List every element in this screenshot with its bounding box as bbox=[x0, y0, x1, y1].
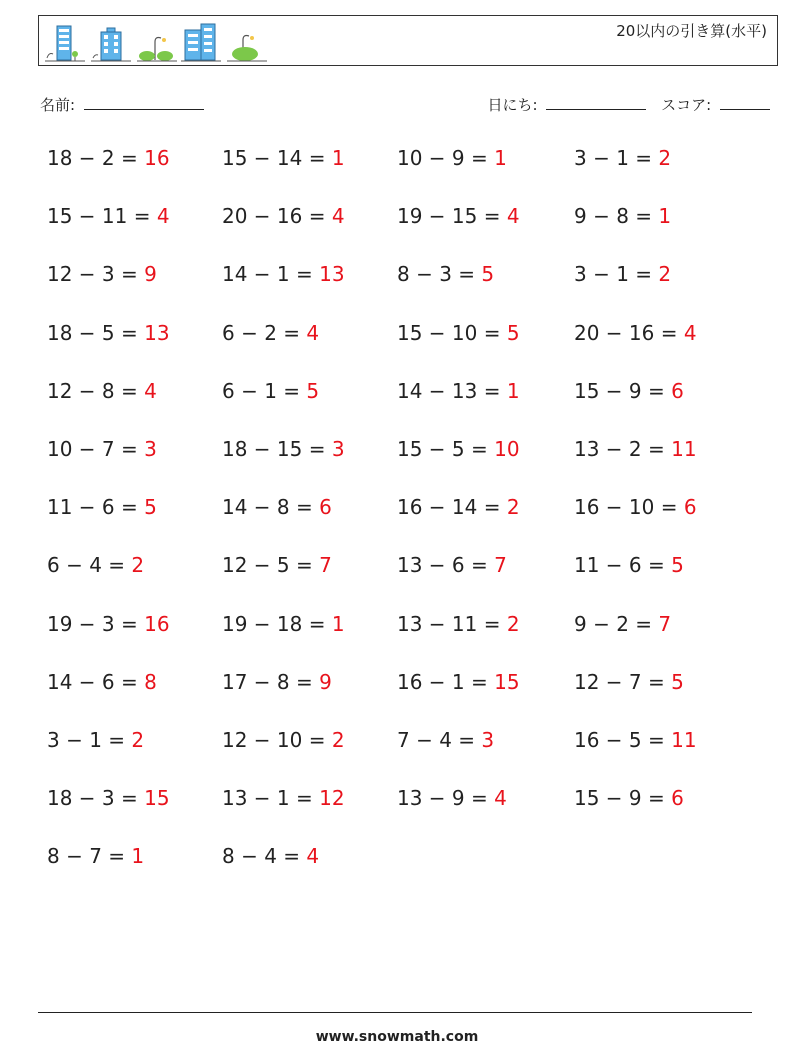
problem-item bbox=[222, 437, 345, 461]
problem-question: 9 − 8 = bbox=[574, 204, 659, 229]
problem-question: 14 − 6 = bbox=[47, 669, 145, 694]
problem-question: 15 − 5 = bbox=[397, 436, 495, 461]
problem-item bbox=[574, 495, 697, 519]
problem-question: 3 − 1 = bbox=[574, 146, 659, 170]
problem-question: 14 − 8 = bbox=[222, 495, 320, 520]
problem-answer: 15 bbox=[494, 669, 520, 694]
problem-answer: 4 bbox=[506, 204, 520, 229]
building-icon bbox=[45, 20, 85, 64]
problem-question: 13 − 1 = bbox=[222, 786, 320, 811]
worksheet-header bbox=[38, 15, 778, 66]
problem-question: 12 − 8 = bbox=[47, 378, 145, 403]
problem-question: 14 − 13 = bbox=[397, 378, 507, 403]
problem-question: 12 − 10 = bbox=[222, 727, 332, 752]
problem-question: 18 − 5 = bbox=[47, 320, 145, 345]
footer-divider bbox=[38, 1012, 752, 1013]
worksheet-title: 20以内の引き算(水平) bbox=[616, 22, 767, 40]
problem-question: 16 − 14 = bbox=[397, 495, 507, 520]
problem-item bbox=[574, 728, 697, 752]
problem-item bbox=[397, 146, 507, 170]
problem-answer: 6 bbox=[671, 378, 684, 403]
problem-item bbox=[397, 728, 494, 752]
problem-answer: 10 bbox=[494, 436, 520, 461]
problem-question: 3 − 1 = bbox=[47, 727, 132, 752]
problem-item bbox=[574, 204, 671, 228]
problem-question: 6 − 1 = bbox=[222, 378, 307, 403]
problem-question: 18 − 15 = bbox=[222, 436, 332, 461]
problem-item bbox=[47, 379, 157, 403]
problem-answer: 7 bbox=[494, 553, 507, 578]
tree-icon bbox=[225, 20, 269, 64]
problem-question: 15 − 9 = bbox=[574, 786, 672, 811]
problem-question: 3 − 1 = bbox=[574, 262, 659, 287]
problem-item bbox=[397, 670, 520, 694]
date-score-fields bbox=[488, 94, 770, 115]
problem-item bbox=[574, 612, 671, 636]
problem-question: 19 − 18 = bbox=[222, 611, 332, 636]
problem-answer: 15 bbox=[144, 786, 170, 811]
problem-item bbox=[397, 612, 520, 636]
problem-item bbox=[574, 553, 684, 577]
problem-row bbox=[47, 728, 767, 786]
problem-answer: 5 bbox=[671, 553, 684, 578]
problem-answer: 2 bbox=[506, 495, 520, 520]
building-icon bbox=[91, 20, 131, 64]
problem-item bbox=[47, 670, 157, 694]
problem-question: 12 − 7 = bbox=[574, 669, 672, 694]
problem-item bbox=[222, 262, 345, 286]
problem-item bbox=[397, 321, 520, 345]
problem-item bbox=[47, 553, 144, 577]
name-line bbox=[84, 95, 204, 110]
problem-question: 16 − 5 = bbox=[574, 727, 672, 752]
building-icon bbox=[181, 20, 221, 64]
problem-question: 17 − 8 = bbox=[222, 669, 320, 694]
problem-item bbox=[47, 612, 170, 636]
date-label: 日にち: bbox=[487, 96, 538, 114]
problem-item bbox=[222, 728, 345, 752]
problem-answer: 4 bbox=[306, 844, 320, 869]
problem-answer: 2 bbox=[331, 727, 345, 752]
problem-question: 6 − 4 = bbox=[47, 553, 132, 578]
problem-answer: 2 bbox=[658, 262, 672, 287]
problem-answer: 1 bbox=[494, 146, 507, 170]
problem-answer: 6 bbox=[671, 786, 684, 811]
footer-url: www.snowmath.com bbox=[315, 1029, 479, 1045]
problem-question: 18 − 2 = bbox=[47, 146, 145, 170]
problem-row bbox=[47, 612, 767, 670]
problem-answer: 6 bbox=[319, 495, 332, 520]
problem-answer: 5 bbox=[144, 495, 157, 520]
problem-answer: 7 bbox=[319, 553, 332, 578]
problem-answer: 3 bbox=[331, 436, 345, 461]
problem-item bbox=[574, 670, 684, 694]
problem-question: 15 − 10 = bbox=[397, 320, 507, 345]
problem-row bbox=[47, 553, 767, 611]
problem-question: 15 − 9 = bbox=[574, 378, 672, 403]
problem-answer: 8 bbox=[144, 669, 157, 694]
problem-question: 14 − 1 = bbox=[222, 262, 320, 287]
problem-item bbox=[47, 437, 157, 461]
problem-item bbox=[397, 786, 507, 810]
problem-item bbox=[47, 844, 144, 868]
problem-question: 15 − 14 = bbox=[222, 146, 332, 170]
problem-answer: 4 bbox=[494, 786, 507, 811]
score-line bbox=[720, 95, 770, 110]
score-label: スコア: bbox=[661, 96, 712, 114]
problem-row bbox=[47, 844, 767, 902]
problem-question: 15 − 11 = bbox=[47, 204, 157, 229]
problem-answer: 6 bbox=[683, 495, 697, 520]
problem-item bbox=[574, 262, 671, 286]
problem-answer: 5 bbox=[506, 320, 520, 345]
problem-answer: 1 bbox=[331, 611, 345, 636]
problem-item bbox=[574, 146, 671, 170]
problem-answer: 4 bbox=[156, 204, 170, 229]
problem-question: 8 − 7 = bbox=[47, 844, 132, 869]
problem-item bbox=[222, 786, 345, 810]
problem-item bbox=[397, 262, 494, 286]
problem-item bbox=[47, 495, 157, 519]
problem-answer: 13 bbox=[319, 262, 345, 287]
problem-question: 12 − 3 = bbox=[47, 262, 145, 287]
problem-item bbox=[47, 321, 170, 345]
problem-answer: 7 bbox=[658, 611, 672, 636]
problem-question: 20 − 16 = bbox=[222, 204, 332, 229]
problem-item bbox=[397, 495, 520, 519]
problem-answer: 1 bbox=[131, 844, 145, 869]
problem-answer: 2 bbox=[131, 727, 145, 752]
problem-question: 12 − 5 = bbox=[222, 553, 320, 578]
name-field bbox=[40, 94, 204, 115]
problem-question: 10 − 7 = bbox=[47, 436, 145, 461]
problem-question: 19 − 15 = bbox=[397, 204, 507, 229]
problem-answer: 9 bbox=[319, 669, 332, 694]
problem-item bbox=[222, 495, 332, 519]
problem-question: 6 − 2 = bbox=[222, 320, 307, 345]
problem-row bbox=[47, 437, 767, 495]
problem-item bbox=[574, 786, 684, 810]
problem-question: 11 − 6 = bbox=[574, 553, 672, 578]
problem-item bbox=[222, 553, 332, 577]
problem-answer: 11 bbox=[671, 727, 697, 752]
problem-item bbox=[397, 437, 520, 461]
problem-item bbox=[222, 321, 319, 345]
problem-question: 9 − 2 = bbox=[574, 611, 659, 636]
date-line bbox=[546, 95, 646, 110]
problem-row bbox=[47, 204, 767, 262]
problem-answer: 5 bbox=[481, 262, 495, 287]
problem-row bbox=[47, 495, 767, 553]
problem-item bbox=[47, 786, 170, 810]
problem-item bbox=[574, 321, 697, 345]
problem-answer: 5 bbox=[306, 378, 320, 403]
problem-row bbox=[47, 670, 767, 728]
problem-row bbox=[47, 146, 767, 204]
problem-row bbox=[47, 786, 767, 844]
problem-answer: 2 bbox=[506, 611, 520, 636]
problem-answer: 4 bbox=[683, 320, 697, 345]
problem-answer: 12 bbox=[319, 786, 345, 811]
problem-question: 10 − 9 = bbox=[397, 146, 495, 170]
problem-grid bbox=[47, 146, 767, 902]
header-icons bbox=[45, 20, 275, 64]
problem-answer: 1 bbox=[506, 378, 520, 403]
problem-question: 18 − 3 = bbox=[47, 786, 145, 811]
problem-answer: 3 bbox=[481, 727, 495, 752]
problem-question: 20 − 16 = bbox=[574, 320, 684, 345]
name-label: 名前: bbox=[40, 96, 76, 114]
problem-answer: 4 bbox=[144, 378, 157, 403]
problem-item bbox=[397, 379, 520, 403]
problem-row bbox=[47, 262, 767, 320]
problem-answer: 5 bbox=[671, 669, 684, 694]
problem-row bbox=[47, 379, 767, 437]
problem-question: 8 − 4 = bbox=[222, 844, 307, 869]
problem-item bbox=[47, 262, 157, 286]
problem-item bbox=[222, 670, 332, 694]
problem-item bbox=[47, 728, 144, 752]
problem-question: 16 − 10 = bbox=[574, 495, 684, 520]
problem-item bbox=[222, 379, 319, 403]
problem-question: 13 − 9 = bbox=[397, 786, 495, 811]
problem-question: 16 − 1 = bbox=[397, 669, 495, 694]
problem-item bbox=[222, 204, 345, 228]
problem-question: 19 − 3 = bbox=[47, 611, 145, 636]
problem-answer: 4 bbox=[331, 204, 345, 229]
problem-item bbox=[222, 146, 345, 170]
problem-answer: 1 bbox=[658, 204, 672, 229]
problem-item bbox=[222, 844, 319, 868]
problem-question: 13 − 11 = bbox=[397, 611, 507, 636]
problem-answer: 4 bbox=[306, 320, 320, 345]
problem-item bbox=[222, 612, 345, 636]
problem-item bbox=[47, 204, 170, 228]
problem-item bbox=[574, 379, 684, 403]
problem-answer: 16 bbox=[144, 146, 170, 170]
problem-answer: 3 bbox=[144, 436, 157, 461]
problem-answer: 16 bbox=[144, 611, 170, 636]
tree-icon bbox=[137, 20, 177, 64]
problem-answer: 2 bbox=[658, 146, 672, 170]
problem-item bbox=[397, 553, 507, 577]
problem-answer: 13 bbox=[144, 320, 170, 345]
problem-question: 13 − 2 = bbox=[574, 436, 672, 461]
problem-question: 13 − 6 = bbox=[397, 553, 495, 578]
problem-item bbox=[574, 437, 697, 461]
problem-item bbox=[47, 146, 170, 170]
problem-question: 11 − 6 = bbox=[47, 495, 145, 520]
problem-answer: 11 bbox=[671, 436, 697, 461]
problem-answer: 9 bbox=[144, 262, 157, 287]
problem-row bbox=[47, 321, 767, 379]
problem-question: 7 − 4 = bbox=[397, 727, 482, 752]
problem-answer: 1 bbox=[331, 146, 345, 170]
problem-item bbox=[397, 204, 520, 228]
problem-answer: 2 bbox=[131, 553, 145, 578]
problem-question: 8 − 3 = bbox=[397, 262, 482, 287]
